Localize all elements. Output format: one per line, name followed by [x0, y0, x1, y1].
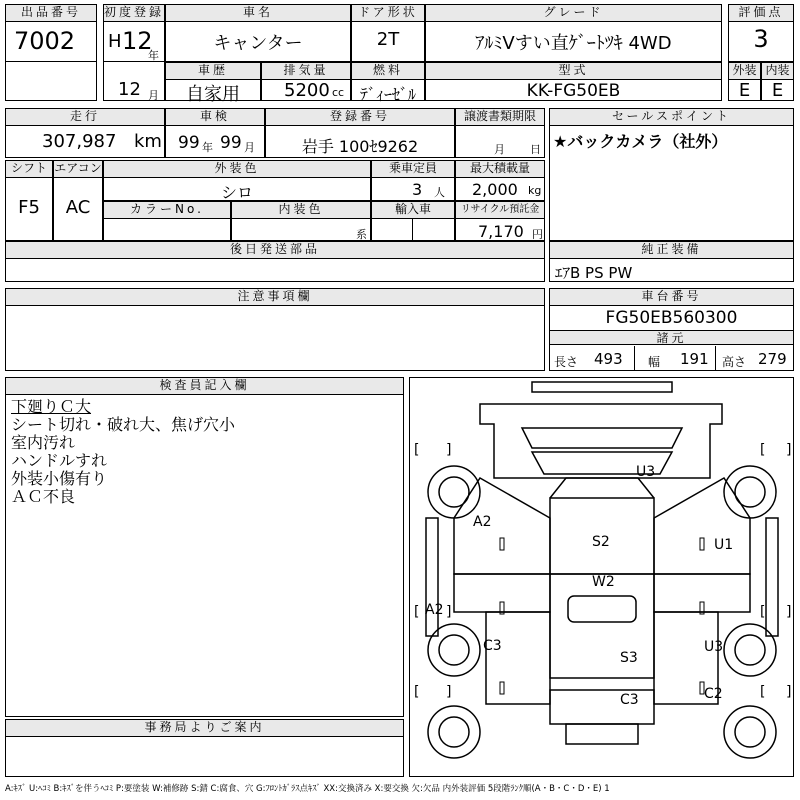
bracket-open-lower-left: [	[414, 684, 420, 700]
color-no-box	[103, 201, 231, 241]
plate-value: 岩手 100ｾ9262	[301, 137, 419, 156]
shift-box	[5, 160, 53, 241]
inspector-note-5: 外装小傷有り	[11, 469, 108, 488]
color-label: 外装色	[104, 161, 370, 178]
score-value: 3	[753, 25, 769, 53]
bracket-close-middle-right: ]	[786, 604, 792, 620]
fuel-value: ﾃﾞｨｰｾﾞﾙ	[359, 85, 416, 104]
damage-code-u3-top: U3	[636, 464, 656, 480]
model-label: 車名	[166, 5, 350, 22]
sales-point-box	[549, 108, 794, 241]
damage-code-c2: C2	[704, 686, 723, 702]
bracket-open-upper-left: [	[414, 442, 420, 458]
lot-box	[5, 4, 97, 101]
grade-value: ｱﾙﾐVすい直ｹﾞｰﾄﾂｷ 4WD	[475, 33, 672, 54]
transfer-month: 月	[494, 143, 505, 156]
capacity-label: 乗車定員	[372, 161, 454, 178]
history-box	[165, 62, 261, 105]
capacity-box	[371, 160, 455, 201]
inspector-note-6: ＡＣ不良	[11, 487, 76, 506]
history-label: 車歴	[166, 63, 260, 80]
load-value: 2,000	[472, 180, 518, 199]
type-value: KK-FG50EB	[526, 81, 621, 101]
model-box	[165, 4, 351, 62]
int-label: 内装	[762, 63, 793, 80]
width-label: 幅	[648, 355, 661, 369]
first-registration-box	[103, 4, 165, 101]
notes-box	[5, 288, 545, 371]
int-color-suffix: 系	[356, 228, 367, 241]
lot-label: 出品番号	[6, 5, 96, 22]
displacement-box	[261, 62, 351, 101]
reg-year: 12	[122, 27, 153, 55]
lot-number: 7002	[14, 27, 76, 55]
inspector-note-3: 室内汚れ	[11, 433, 76, 452]
int-color-box	[231, 201, 371, 241]
fuel-label: 燃料	[352, 63, 424, 80]
transfer-day: 日	[530, 143, 541, 156]
load-label: 最大積載量	[456, 161, 544, 178]
bracket-open-middle-right: [	[760, 604, 766, 620]
import-box	[371, 201, 455, 241]
door-label: ドア形状	[352, 5, 424, 22]
history-value: 自家用	[186, 84, 240, 105]
recycle-box	[455, 201, 545, 241]
damage-code-s2: S2	[592, 534, 610, 550]
notes-label: 注意事項欄	[6, 289, 544, 306]
recycle-label: リサイクル預託金	[456, 202, 544, 219]
height-value: 279	[758, 350, 787, 368]
bracket-close-upper-right: ]	[786, 442, 792, 458]
damage-code-u1: U1	[714, 537, 734, 553]
specs-label: 諸元	[550, 331, 793, 345]
inspection-month: 99	[220, 133, 242, 153]
month-unit: 月	[148, 89, 159, 102]
damage-code-a2-upper: A2	[473, 514, 492, 530]
office-box	[5, 719, 404, 777]
bracket-open-lower-right: [	[760, 684, 766, 700]
mileage-label: 走行	[6, 109, 164, 126]
int-color-label: 内装色	[232, 202, 370, 219]
score-label: 評価点	[729, 5, 793, 22]
inspection-year: 99	[178, 133, 200, 153]
recycle-value: 7,170	[478, 222, 524, 241]
mileage-unit: km	[134, 131, 162, 152]
year-unit: 年	[148, 49, 159, 62]
inspector-box	[5, 377, 404, 717]
bracket-close-lower-right: ]	[786, 684, 792, 700]
ac-value: AC	[65, 197, 91, 218]
inspector-note-2: シート切れ・破れ大、焦げ穴小	[11, 415, 236, 434]
ext-label: 外装	[729, 63, 760, 80]
plate-label: 登録番号	[266, 109, 454, 126]
door-value: 2T	[376, 29, 400, 50]
ac-label: エアコン	[54, 161, 102, 178]
office-label: 事務局よりご案内	[6, 720, 403, 737]
later-parts-label: 後日発送部品	[6, 242, 544, 259]
inspector-note-4: ハンドルすれ	[11, 451, 108, 470]
type-label: 型式	[426, 63, 721, 80]
color-no-label: カラーNo.	[104, 202, 230, 219]
damage-code-u3-right: U3	[704, 639, 724, 655]
shift-value: F5	[18, 197, 40, 218]
bracket-close-upper-left: ]	[446, 442, 452, 458]
bracket-open-upper-right: [	[760, 442, 766, 458]
era: H	[108, 31, 122, 52]
import-label: 輸入車	[372, 202, 454, 219]
inspector-note-1: 下廻りＣ大	[11, 397, 92, 416]
equipment-label: 純正装備	[550, 242, 793, 259]
ext-value: E	[738, 80, 751, 101]
chassis-value: FG50EB560300	[605, 308, 738, 328]
int-box	[761, 62, 794, 101]
width-value: 191	[680, 350, 709, 368]
damage-code-w2: W2	[592, 574, 615, 590]
model-name: キャンター	[213, 33, 303, 54]
length-label: 長さ	[554, 355, 579, 369]
damage-code-s3: S3	[620, 650, 638, 666]
ext-box	[728, 62, 761, 101]
bracket-close-lower-left: ]	[446, 684, 452, 700]
shift-label: シフト	[6, 161, 52, 178]
score-box	[728, 4, 794, 62]
type-box	[425, 62, 722, 101]
transfer-label: 譲渡書類期限	[456, 109, 544, 126]
chassis-label: 車台番号	[550, 289, 793, 306]
sales-point-label: セールスポイント	[550, 109, 793, 126]
vehicle-diagram	[409, 377, 794, 777]
mileage-box	[5, 108, 165, 158]
plate-box	[265, 108, 455, 158]
inspection-box	[165, 108, 265, 158]
capacity-unit: 人	[434, 186, 445, 199]
displacement-unit: cc	[332, 86, 345, 99]
chassis-box	[549, 288, 794, 371]
grade-box	[425, 4, 722, 62]
equipment-box	[549, 241, 794, 282]
first-reg-label: 初度登録	[104, 5, 164, 22]
height-label: 高さ	[722, 355, 747, 369]
color-box	[103, 160, 371, 201]
reg-month: 12	[118, 79, 141, 100]
damage-code-c3-left: C3	[483, 638, 502, 654]
fuel-box	[351, 62, 425, 104]
displacement-label: 排気量	[262, 63, 350, 80]
inspection-month-unit: 月	[244, 141, 255, 154]
displacement-value: 5200	[284, 80, 330, 101]
int-value: E	[771, 80, 784, 101]
bracket-open-middle-left: [	[414, 604, 420, 620]
legend: A:ｷｽﾞ U:ﾍｺﾐ B:ｷｽﾞを伴うﾍｺﾐ P:要塗装 W:補修跡 S:錆 C:腐食、穴 G:ﾌﾛﾝﾄｶﾞﾗｽ点ｷｽﾞ XX:交換済み X:要交換 欠:欠品 内外装評価 5段階ﾗﾝｸ順(A・B・C・D・E) 1	[5, 784, 610, 794]
load-unit: kg	[528, 184, 542, 197]
damage-code-a2-side: A2	[425, 602, 444, 618]
transfer-box	[455, 108, 545, 158]
length-value: 493	[594, 350, 623, 368]
grade-label: グレード	[426, 5, 721, 22]
inspector-label: 検査員記入欄	[6, 378, 403, 395]
mileage-value: 307,987	[42, 131, 117, 152]
bracket-close-middle-left: ]	[446, 604, 452, 620]
inspection-year-unit: 年	[202, 141, 213, 154]
sales-point-value: ★バックカメラ（社外）	[553, 132, 728, 151]
later-parts-box	[5, 241, 545, 282]
inspection-label: 車検	[166, 109, 264, 126]
ac-box	[53, 160, 103, 241]
capacity-value: 3	[412, 180, 423, 199]
color-value: シロ	[220, 183, 253, 202]
door-box	[351, 4, 425, 62]
damage-code-c3-bottom: C3	[620, 692, 639, 708]
equipment-value: ｴｱB PS PW	[555, 264, 633, 282]
recycle-unit: 円	[532, 228, 543, 241]
load-box	[455, 160, 545, 201]
